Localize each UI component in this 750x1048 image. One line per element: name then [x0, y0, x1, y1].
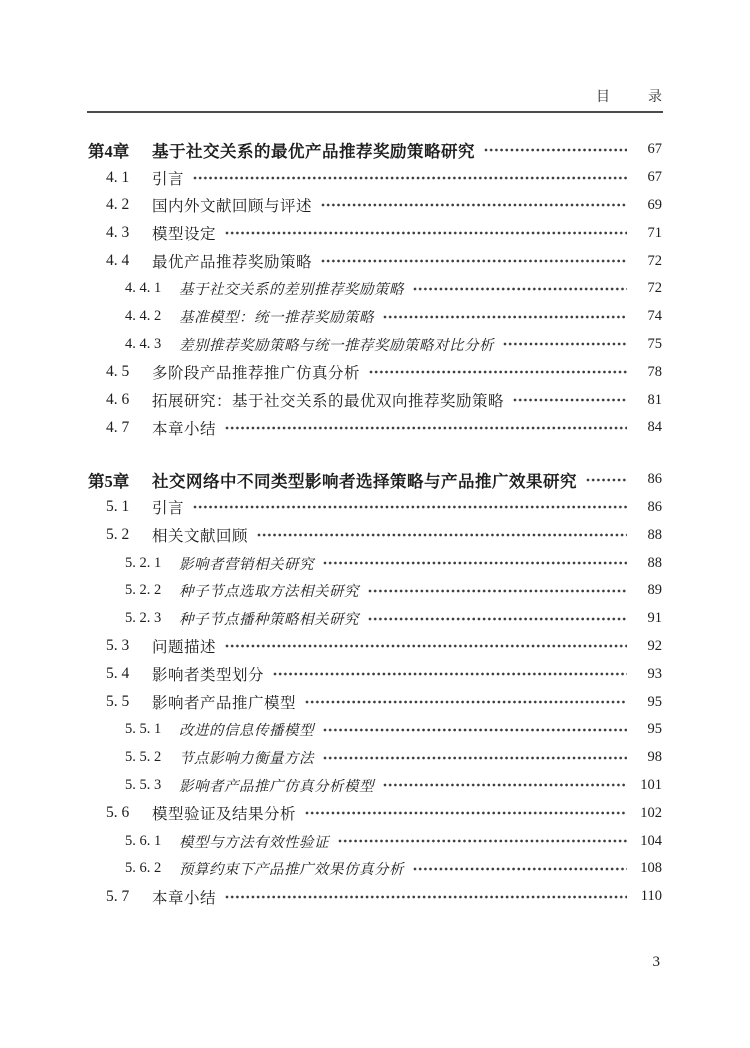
- toc-entry-title: 社交网络中不同类型影响者选择策略与产品推广效果研究: [152, 471, 577, 491]
- toc-entry-title: 预算约束下产品推广效果仿真分析: [179, 862, 404, 879]
- toc-entry-row: [88, 799, 662, 827]
- toc-entry-number: 5. 2. 1: [125, 554, 162, 571]
- toc-entry-page: 91: [647, 610, 662, 627]
- dot-leader: [413, 862, 627, 876]
- toc-entry-title: 最优产品推荐奖励策略: [152, 254, 313, 272]
- toc-entry-title: 问题描述: [152, 639, 217, 657]
- toc-entry-number: 5. 6. 2: [125, 860, 162, 877]
- toc-entry-number: 4. 3: [106, 224, 130, 242]
- running-head: [88, 86, 674, 106]
- toc-entry-page: 98: [647, 749, 662, 766]
- toc-entry-row: [88, 247, 662, 275]
- toc-chapter-row: [88, 136, 662, 164]
- toc-entry-row: [88, 331, 662, 359]
- toc-entry-number: 4. 6: [106, 391, 130, 409]
- header-rule: [87, 111, 663, 113]
- toc-entry-page: 104: [640, 832, 662, 849]
- toc-entry-number: 5. 2. 2: [125, 582, 162, 599]
- dot-leader: [257, 528, 627, 542]
- dot-leader: [321, 254, 627, 268]
- dot-leader: [368, 612, 627, 626]
- dot-leader: [369, 365, 627, 379]
- toc-entry-row: [88, 358, 662, 386]
- toc-entry-page: 110: [640, 888, 662, 905]
- toc-entry-row: [88, 688, 662, 716]
- toc-entry-page: 101: [640, 776, 662, 793]
- toc-entry-page: 88: [647, 554, 662, 571]
- toc: [88, 136, 662, 911]
- toc-entry-page: 95: [647, 721, 662, 738]
- toc-entry-number: 4. 4. 2: [125, 308, 162, 325]
- toc-entry-page: 69: [647, 196, 662, 213]
- dot-leader: [413, 282, 627, 296]
- dot-leader: [225, 226, 627, 240]
- toc-entry-page: 67: [647, 141, 662, 158]
- toc-entry-row: [88, 303, 662, 331]
- toc-entry-title: 改进的信息传播模型: [179, 723, 314, 740]
- toc-entry-row: [88, 549, 662, 577]
- toc-entry-title: 拓展研究：基于社交关系的最优双向推荐奖励策略: [152, 393, 505, 411]
- toc-entry-title: 影响者类型划分: [152, 667, 265, 685]
- toc-entry-page: 74: [647, 308, 662, 325]
- dot-leader: [484, 143, 627, 157]
- toc-entry-row: [88, 192, 662, 220]
- dot-leader: [193, 171, 627, 185]
- toc-entry-page: 86: [647, 471, 662, 488]
- toc-entry-number: 5. 1: [106, 498, 130, 516]
- toc-entry-title: 模型验证及结果分析: [152, 806, 297, 824]
- toc-entry-row: [88, 772, 662, 800]
- toc-entry-number: 5. 5. 1: [125, 721, 162, 738]
- toc-entry-row: [88, 494, 662, 522]
- toc-entry-row: [88, 577, 662, 605]
- toc-entry-number: 5. 4: [106, 665, 130, 683]
- toc-entry-title: 影响者产品推广模型: [152, 695, 297, 713]
- toc-entry-number: 第5章: [88, 471, 130, 491]
- toc-entry-title: 基准模型：统一推荐奖励策略: [179, 310, 374, 327]
- dot-leader: [513, 393, 627, 407]
- toc-entry-title: 相关文献回顾: [152, 528, 249, 546]
- toc-entry-number: 4. 4. 1: [125, 280, 162, 297]
- dot-leader: [503, 337, 627, 351]
- toc-entry-page: 72: [647, 252, 662, 269]
- toc-entry-title: 模型设定: [152, 226, 217, 244]
- dot-leader: [321, 198, 627, 212]
- dot-leader: [368, 584, 627, 598]
- dot-leader: [305, 695, 627, 709]
- toc-entry-row: [88, 275, 662, 303]
- toc-entry-page: 88: [647, 526, 662, 543]
- toc-entry-title: 差别推荐奖励策略与统一推荐奖励策略对比分析: [179, 337, 494, 354]
- toc-entry-title: 模型与方法有效性验证: [179, 834, 329, 851]
- dot-leader: [305, 806, 627, 820]
- toc-entry-number: 4. 7: [106, 418, 130, 436]
- toc-entry-row: [88, 521, 662, 549]
- toc-entry-number: 4. 2: [106, 196, 130, 214]
- dot-leader: [323, 723, 627, 737]
- toc-entry-page: 95: [647, 693, 662, 710]
- page-number: 3: [652, 954, 660, 970]
- toc-entry-title: 多阶段产品推荐推广仿真分析: [152, 365, 361, 383]
- toc-entry-title: 种子节点选取方法相关研究: [179, 584, 359, 601]
- toc-entry-number: 5. 7: [106, 887, 130, 905]
- toc-entry-row: [88, 605, 662, 633]
- toc-entry-number: 5. 5: [106, 693, 130, 711]
- toc-entry-number: 5. 6: [106, 804, 130, 822]
- toc-entry-page: 93: [647, 665, 662, 682]
- toc-entry-page: 89: [647, 582, 662, 599]
- toc-entry-title: 引言: [152, 500, 185, 518]
- toc-entry-title: 影响者产品推广仿真分析模型: [179, 778, 374, 795]
- toc-entry-number: 5. 6. 1: [125, 832, 162, 849]
- toc-entry-title: 基于社交关系的最优产品推荐奖励策略研究: [152, 141, 475, 161]
- running-head-title: 目 录: [596, 90, 674, 105]
- toc-entry-page: 92: [647, 637, 662, 654]
- toc-entry-page: 78: [647, 363, 662, 380]
- toc-entry-row: [88, 744, 662, 772]
- dot-leader: [323, 751, 627, 765]
- toc-entry-page: 102: [640, 804, 662, 821]
- toc-entry-row: [88, 386, 662, 414]
- dot-leader: [225, 639, 627, 653]
- toc-entry-page: 81: [647, 391, 662, 408]
- toc-entry-row: [88, 883, 662, 911]
- toc-entry-number: 4. 4. 3: [125, 335, 162, 352]
- toc-entry-number: 5. 2. 3: [125, 610, 162, 627]
- toc-entry-number: 4. 4: [106, 252, 130, 270]
- dot-leader: [338, 834, 627, 848]
- toc-entry-page: 108: [640, 860, 662, 877]
- toc-entry-title: 影响者营销相关研究: [179, 556, 314, 573]
- toc-entry-row: [88, 219, 662, 247]
- toc-entry-title: 本章小结: [152, 889, 217, 907]
- toc-entry-number: 4. 1: [106, 168, 130, 186]
- dot-leader: [383, 778, 627, 792]
- toc-entry-title: 本章小结: [152, 420, 217, 438]
- toc-entry-page: 71: [647, 224, 662, 241]
- toc-entry-row: [88, 827, 662, 855]
- toc-entry-row: [88, 633, 662, 661]
- toc-entry-page: 72: [647, 280, 662, 297]
- toc-entry-page: 86: [647, 498, 662, 515]
- toc-entry-title: 基于社交关系的差别推荐奖励策略: [179, 282, 404, 299]
- toc-entry-page: 75: [647, 335, 662, 352]
- dot-leader: [225, 421, 627, 435]
- toc-entry-number: 5. 5. 3: [125, 776, 162, 793]
- toc-entry-page: 84: [647, 419, 662, 436]
- toc-entry-row: [88, 716, 662, 744]
- toc-entry-number: 第4章: [88, 141, 130, 161]
- toc-entry-row: [88, 855, 662, 883]
- toc-entry-title: 引言: [152, 170, 185, 188]
- toc-entry-number: 4. 5: [106, 363, 130, 381]
- toc-entry-title: 种子节点播种策略相关研究: [179, 612, 359, 629]
- dot-leader: [225, 890, 627, 904]
- toc-entry-number: 5. 3: [106, 637, 130, 655]
- dot-leader: [273, 667, 627, 681]
- chapter-block: [88, 466, 662, 911]
- dot-leader: [383, 310, 627, 324]
- toc-entry-row: [88, 164, 662, 192]
- toc-entry-row: [88, 414, 662, 442]
- dot-leader: [193, 500, 627, 514]
- toc-entry-page: 67: [647, 169, 662, 186]
- toc-entry-row: [88, 660, 662, 688]
- toc-entry-title: 节点影响力衡量方法: [179, 751, 314, 768]
- dot-leader: [323, 556, 627, 570]
- chapter-block: [88, 136, 662, 442]
- toc-entry-number: 5. 2: [106, 526, 130, 544]
- toc-chapter-row: [88, 466, 662, 494]
- toc-entry-title: 国内外文献回顾与评述: [152, 198, 313, 216]
- toc-entry-number: 5. 5. 2: [125, 749, 162, 766]
- dot-leader: [586, 473, 627, 487]
